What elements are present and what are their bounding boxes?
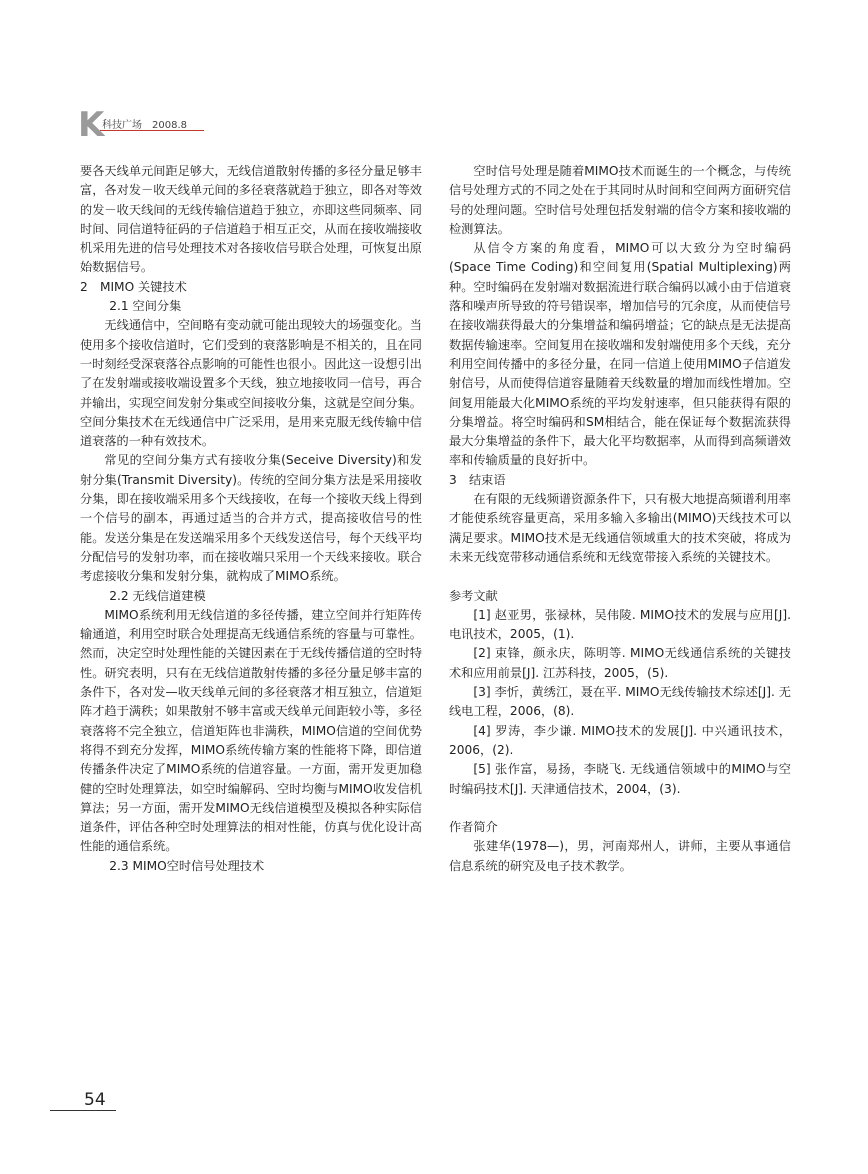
section-heading: 参考文献 [449, 588, 498, 603]
reference-item: [5] 张作富，易扬，李晓飞. 无线通信领域中的MIMO与空时编码技术[J]. 天津通信技术，2004，(3). [449, 762, 791, 796]
subsection-heading: 2.3 MIMO空时信号处理技术 [109, 858, 265, 873]
paragraph: 要各天线单元间距足够大，无线信道散射传播的多径分量足够丰富，各对发－收天线单元间的多径衰落就趋于独立，即各对等效的发－收天线间的无线传输信道趋于独立，亦即这些同频率、同时间、同信道特征码的子信道趋于相互正交，从而在接收端接收机采用先进的信号处理技术对各接收信号联合处理，可恢复出原始数据信号。 [80, 164, 422, 275]
subsection-heading: 2.1 空间分集 [109, 299, 182, 314]
header-rule [100, 130, 204, 131]
subsection-heading: 2.2 无线信道建模 [109, 588, 206, 603]
spacer [449, 799, 791, 818]
reference-item: [3] 李忻，黄绣江，聂在平. MIMO无线传输技术综述[J]. 无线电工程，2006，(8). [449, 685, 791, 719]
reference-item: [4] 罗涛，李少谦. MIMO技术的发展[J]. 中兴通讯技术，2006，(2). [449, 723, 791, 757]
spacer [449, 567, 791, 586]
page-number-rule [50, 1110, 116, 1111]
reference-item: [2] 束锋，颜永庆，陈明等. MIMO无线通信系统的关键技术和应用前景[J]. 江苏科技，2005，(5). [449, 646, 791, 680]
paragraph: 张建华(1978—)，男，河南郑州人，讲师，主要从事通信信息系统的研究及电子技术教学。 [449, 839, 791, 873]
paragraph: MIMO系统利用无线信道的多径传播，建立空间并行矩阵传输通道，利用空时联合处理提高无线通信系统的容量与可靠性。然而，决定空时处理性能的关键因素在于无线传播信道的空时特性。研究表明，只有在无线信道散射传播的多径分量足够丰富的条件下，各对发—收天线单元间的多径衰落才相互独立，信道矩阵才趋于满秩；如果散射不够丰富或天线单元间距较小等，多径衰落将不完全独立，信道矩阵也非满秩，MIMO信道的空间优势将得不到充分发挥，MIMO系统传输方案的性能将下降，即信道传播条件决定了MIMO系统的信道容量。一方面，需开发更加稳健的空时处理算法，如空时编解码、空时均衡与MIMO收发信机算法；另一方面，需开发MIMO无线信道模型及模拟各种实际信道条件，评估各种空时处理算法的相对性能，仿真与优化设计高性能的通信系统。 [80, 607, 422, 854]
paragraph: 常见的空间分集方式有接收分集(Seceive Diversity)和发射分集(Transmit Diversity)。传统的空间分集方法是采用接收分集，即在接收端采用多个天线接收，在每一个接收天线上得到一个信号的副本，再通过适当的合并方式，提高接收信号的性能。发送分集是在发送端采用多个天线发送信号，每个天线平均分配信号的发射功率，而在接收端只采用一个天线来接收。联合考虑接收分集和发射分集，就构成了MIMO系统。 [80, 453, 422, 584]
left-column [80, 162, 422, 876]
section-heading: 3 结束语 [449, 472, 506, 487]
page-number: 54 [84, 1090, 106, 1110]
right-column [449, 162, 791, 876]
running-header [78, 105, 198, 145]
section-heading: 作者简介 [449, 820, 498, 835]
section-heading: 2 MIMO 关键技术 [80, 279, 187, 294]
reference-item: [1] 赵亚男，张禄林，吴伟陵. MIMO技术的发展与应用[J]. 电讯技术，2005，(1). [449, 607, 791, 642]
paragraph: 从信令方案的角度看，MIMO可以大致分为空时编码(Space Time Coding)和空间复用(Spatial Multiplexing)两种。空时编码在发射端对数据流进行联合编码以减小由于信道衰落和噪声所导致的符号错误率，增加信号的冗余度，从而使信号在接收端获得最大的分集增益和编码增益；它的缺点是无法提高数据传输速率。空间复用在接收端和发射端使用多个天线，充分利用空间传播中的多径分量，在同一信道上使用MIMO子信道发射信号，从而使得信道容量随着天线数量的增加而线性增加。空间复用能最大化MIMO系统的平均发射速率，但只能获得有限的分集增益。将空时编码和SM相结合，能在保证每个数据流获得最大分集增益的条件下，最大化平均数据率，从而得到高频谱效率和传输质量的良好折中。 [449, 241, 791, 468]
paragraph: 在有限的无线频谱资源条件下，只有极大地提高频谱利用率才能使系统容量更高，采用多输入多输出(MIMO)天线技术可以满足要求。MIMO技术是无线通信领域重大的技术突破，将成为未来无线宽带移动通信系统和无线宽带接入系统的关键技术。 [449, 492, 791, 564]
running-head-text: 科技广场 2008.8 [102, 120, 187, 131]
journal-k-logo: K [78, 105, 105, 145]
paragraph: 无线通信中，空间略有变动就可能出现较大的场强变化。当使用多个接收信道时，它们受到的衰落影响是不相关的，且在同一时刻经受深衰落谷点影响的可能性也很小。因此这一设想引出了在发射端或接收端设置多个天线，独立地接收同一信号，再合并输出，实现空间发射分集或空间接收分集，这就是空间分集。空间分集技术在无线通信中广泛采用，是用来克服无线传输中信道衰落的一种有效技术。 [80, 318, 422, 449]
paragraph: 空时信号处理是随着MIMO技术而诞生的一个概念，与传统信号处理方式的不同之处在于其同时从时间和空间两方面研究信号的处理问题。空时信号处理包括发射端的信令方案和接收端的检测算法。 [449, 164, 791, 236]
